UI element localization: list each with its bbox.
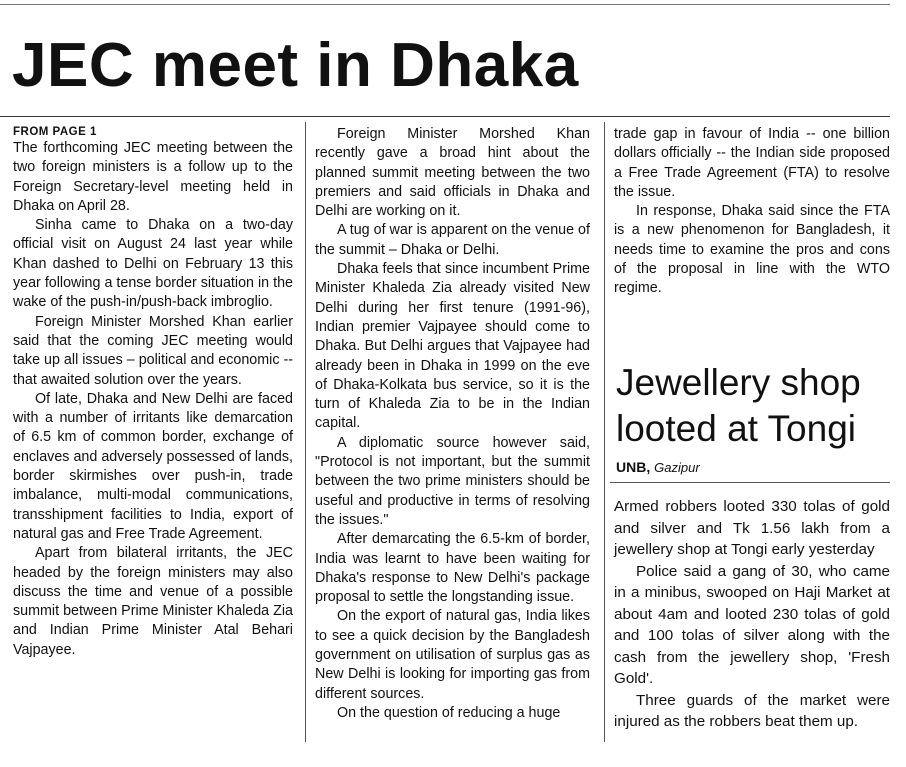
byline-place: Gazipur — [654, 460, 700, 475]
main-headline: JEC meet in Dhaka — [12, 31, 579, 100]
article-column-3 — [614, 125, 890, 299]
paragraph: Sinha came to Dhaka on a two-day official visit on August 24 last year while Khan dashed to Delhi on February 13 this year following a tense border situation in the wake of the push-in/push-back imbroglio. — [13, 217, 293, 311]
paragraph: Three guards of the market were injured as the robbers beat them up. — [614, 691, 890, 730]
article-column-2 — [315, 125, 590, 723]
paragraph: trade gap in favour of India -- one billion dollars officially -- the Indian side proposed a Free Trade Agreement (FTA) to resolve the issue. — [614, 126, 890, 200]
story2-headline: Jewellery shop looted at Tongi — [616, 362, 861, 449]
headline-rule — [0, 116, 890, 117]
paragraph: On the question of reducing a huge — [337, 704, 561, 721]
paragraph: On the export of natural gas, India likes to see a quick decision by the Bangladesh government on utilisation of surplus gas as New Delhi is looking for importing gas from different sources. — [315, 608, 590, 702]
paragraph: After demarcating the 6.5-km of border, India was learnt to have been waiting for Dhaka's response to New Delhi's package proposal to settle the longstanding issue. — [315, 531, 590, 606]
paragraph: Of late, Dhaka and New Delhi are faced with a number of irritants like demarcation of 6.5 km of common border, exchange of enclaves and adversely possessed of lands, border skirmishes over push-in, trade imbalance, multi-modal communications, transshipment facilities to India, export of natural gas and Free Trade Agreement. — [13, 390, 293, 542]
column-divider-2 — [604, 122, 605, 742]
top-rule — [0, 4, 890, 5]
paragraph: Foreign Minister Morshed Khan earlier said that the coming JEC meeting would take up all issues – political and economic -- that awaited solution over the years. — [13, 313, 293, 388]
article-column-1 — [13, 125, 293, 660]
paragraph: Foreign Minister Morshed Khan recently gave a broad hint about the planned summit meeting between the two premiers and said officials in Dhaka and Delhi are working on it. — [315, 126, 590, 220]
story2-rule — [610, 482, 890, 483]
story2-body — [614, 496, 890, 733]
from-page-kicker: FROM PAGE 1 — [13, 126, 97, 138]
paragraph: Police said a gang of 30, who came in a minibus, swooped on Haji Market at about 4am and looted 230 tolas of gold and 100 tolas of silver along with the cash from the jewellery shop, 'Fresh Gold'. — [614, 562, 890, 687]
byline-agency: UNB, — [616, 459, 651, 475]
paragraph: The forthcoming JEC meeting between the two foreign ministers is a follow up to the Foreign Secretary-level meeting held in Dhaka on April 28. — [13, 140, 293, 214]
story2-byline — [616, 458, 700, 477]
paragraph: Apart from bilateral irritants, the JEC headed by the foreign ministers may also discuss the time and venue of a possible summit between Prime Minister Khaleda Zia and Indian Prime Minister Atal Behari Vajpayee. — [13, 545, 293, 658]
paragraph: Armed robbers looted 330 tolas of gold and silver and Tk 1.56 lakh from a jewellery shop at Tongi early yesterday — [614, 498, 890, 558]
paragraph: A tug of war is apparent on the venue of the summit – Dhaka or Delhi. — [315, 222, 590, 258]
paragraph: A diplomatic source however said, "Protocol is not important, but the summit between the two prime ministers should be useful and productive in terms of resolving the issues." — [315, 434, 590, 528]
column-divider-1 — [305, 122, 306, 742]
paragraph: Dhaka feels that since incumbent Prime Minister Khaleda Zia already visited New Delhi during her first tenure (1991-96), Indian premier Vajpayee should come to Dhaka. But Delhi argues that Vajpayee had already been in Dhaka in 1999 on the eve of Dhaka-Kolkata bus service, so it is the turn of Khaleda Zia to be in the Indian capital. — [315, 261, 590, 432]
paragraph: In response, Dhaka said since the FTA is a new phenomenon for Bangladesh, it needs time to examine the pros and cons of the proposal in line with the WTO regime. — [614, 203, 890, 297]
